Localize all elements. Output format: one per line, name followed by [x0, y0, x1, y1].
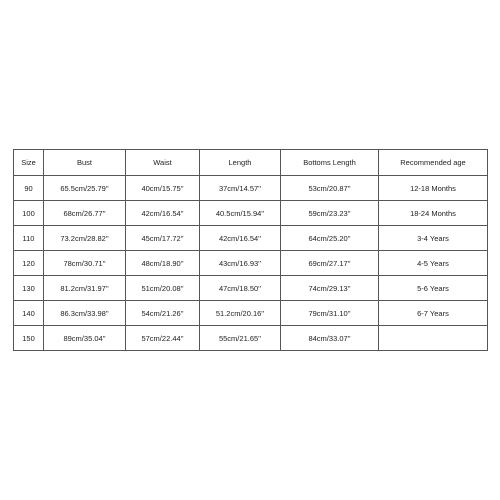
header-size: Size: [14, 150, 44, 176]
cell-length: 55cm/21.65'': [200, 326, 281, 351]
cell-length: 47cm/18.50'': [200, 276, 281, 301]
cell-bottoms-length: 69cm/27.17'': [281, 251, 379, 276]
cell-waist: 45cm/17.72'': [126, 226, 200, 251]
cell-recommended-age: 5-6 Years: [379, 276, 488, 301]
table-row: [14, 301, 488, 326]
cell-bottoms-length: 74cm/29.13'': [281, 276, 379, 301]
cell-length: 51.2cm/20.16'': [200, 301, 281, 326]
table-row: [14, 326, 488, 351]
cell-bottoms-length: 64cm/25.20'': [281, 226, 379, 251]
cell-waist: 57cm/22.44'': [126, 326, 200, 351]
cell-waist: 51cm/20.08'': [126, 276, 200, 301]
cell-length: 37cm/14.57'': [200, 176, 281, 201]
cell-size: 90: [14, 176, 44, 201]
header-row: [14, 150, 488, 176]
cell-size: 150: [14, 326, 44, 351]
cell-length: 42cm/16.54'': [200, 226, 281, 251]
cell-size: 130: [14, 276, 44, 301]
header-length: Length: [200, 150, 281, 176]
cell-waist: 54cm/21.26'': [126, 301, 200, 326]
cell-bottoms-length: 79cm/31.10'': [281, 301, 379, 326]
table-row: [14, 176, 488, 201]
cell-bust: 78cm/30.71'': [44, 251, 126, 276]
size-chart-table: [13, 149, 488, 351]
cell-length: 40.5cm/15.94'': [200, 201, 281, 226]
table-row: [14, 201, 488, 226]
cell-waist: 42cm/16.54'': [126, 201, 200, 226]
cell-size: 140: [14, 301, 44, 326]
cell-bust: 86.3cm/33.98'': [44, 301, 126, 326]
table-row: [14, 226, 488, 251]
cell-bottoms-length: 84cm/33.07'': [281, 326, 379, 351]
cell-recommended-age: 18-24 Months: [379, 201, 488, 226]
cell-recommended-age: 12-18 Months: [379, 176, 488, 201]
cell-length: 43cm/16.93'': [200, 251, 281, 276]
header-bust: Bust: [44, 150, 126, 176]
cell-bottoms-length: 59cm/23.23'': [281, 201, 379, 226]
cell-waist: 40cm/15.75'': [126, 176, 200, 201]
cell-recommended-age: 3-4 Years: [379, 226, 488, 251]
table-row: [14, 251, 488, 276]
cell-bust: 81.2cm/31.97'': [44, 276, 126, 301]
cell-bust: 73.2cm/28.82'': [44, 226, 126, 251]
table-body: [14, 176, 488, 351]
cell-bottoms-length: 53cm/20.87'': [281, 176, 379, 201]
cell-size: 120: [14, 251, 44, 276]
cell-waist: 48cm/18.90'': [126, 251, 200, 276]
cell-bust: 89cm/35.04'': [44, 326, 126, 351]
cell-recommended-age: [379, 326, 488, 351]
table-row: [14, 276, 488, 301]
table-header: [14, 150, 488, 176]
cell-size: 110: [14, 226, 44, 251]
header-waist: Waist: [126, 150, 200, 176]
cell-recommended-age: 4-5 Years: [379, 251, 488, 276]
cell-bust: 68cm/26.77'': [44, 201, 126, 226]
cell-size: 100: [14, 201, 44, 226]
header-recommended-age: Recommended age: [379, 150, 488, 176]
cell-bust: 65.5cm/25.79'': [44, 176, 126, 201]
cell-recommended-age: 6-7 Years: [379, 301, 488, 326]
header-bottoms-length: Bottoms Length: [281, 150, 379, 176]
